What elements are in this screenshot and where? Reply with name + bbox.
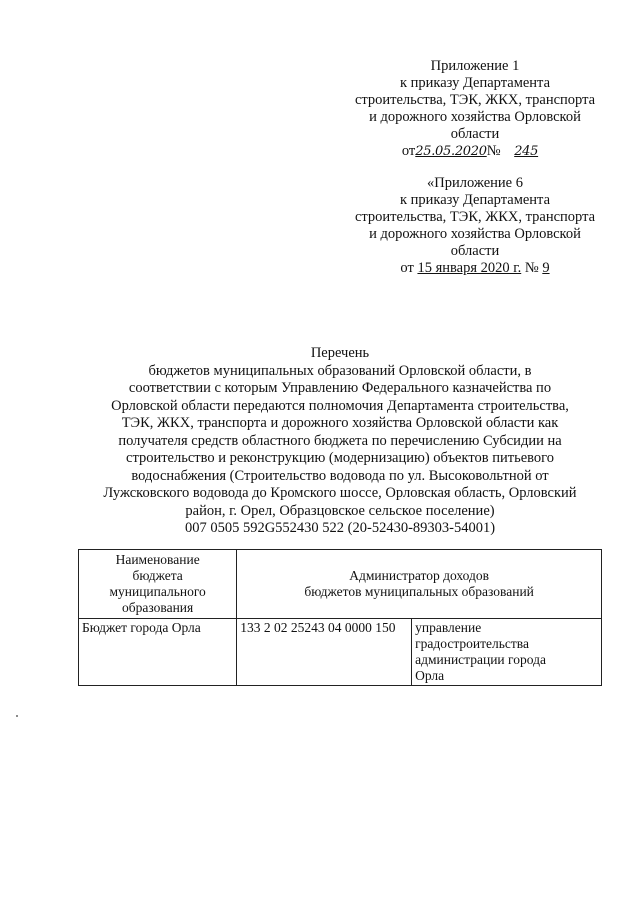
title-line: бюджетов муниципальных образований Орловской области, в: [148, 362, 532, 379]
title-line: Перечень: [310, 345, 370, 361]
header-line: образования: [122, 600, 194, 615]
appendix-6-line: области: [450, 243, 500, 259]
cell-administrator: [412, 619, 602, 686]
table-row: [79, 619, 602, 686]
from-label: от: [401, 143, 416, 159]
admin-line: администрации города: [415, 652, 546, 667]
header-line: Наименование: [115, 552, 200, 567]
title-line: Орловской области передаются полномочия Департамента строительства,: [111, 397, 569, 414]
appendix-6-line: к приказу Департамента: [399, 192, 551, 208]
cell-budget: Бюджет города Орла: [79, 619, 237, 686]
header-administrator: [237, 550, 602, 619]
budget-table: [78, 549, 602, 686]
from-label: от: [400, 260, 414, 276]
document-title: [60, 345, 620, 538]
appendix-6-line: строительства, ТЭК, ЖКХ, транспорта: [354, 209, 596, 225]
appendix-6-title: «Приложение 6: [427, 175, 523, 191]
scan-speck: [16, 715, 18, 717]
title-line: район, г. Орел, Образцовское сельское поселение): [185, 502, 495, 519]
header-line: бюджета: [132, 568, 183, 583]
admin-line: градостроительства: [415, 636, 529, 651]
number-label: №: [524, 260, 539, 276]
title-line: ТЭК, ЖКХ, транспорта и дорожного хозяйства Орловской области как: [121, 415, 559, 431]
appendix-1-line: строительства, ТЭК, ЖКХ, транспорта: [354, 92, 596, 108]
header-line: Администратор доходов: [349, 568, 490, 583]
header-budget-name: [79, 550, 237, 619]
admin-line: Орла: [415, 668, 445, 683]
title-line: водоснабжения (Строительство водовода по ул. Высоковольтной от: [131, 467, 549, 484]
title-line: получателя средств областного бюджета по перечислению Субсидии на: [118, 432, 562, 449]
admin-line: управление: [415, 620, 482, 635]
handwritten-date: 25.05.2020: [415, 144, 487, 159]
appendix-1-line: области: [450, 126, 500, 142]
appendix-1-line: и дорожного хозяйства Орловской: [369, 109, 581, 125]
number: 9: [542, 260, 550, 276]
title-line: соответствии с которым Управлению Федерального казначейства по: [128, 380, 552, 396]
title-line: Лужсковского водовода до Кромского шоссе, Орловская область, Орловский: [103, 485, 577, 501]
handwritten-number: 245: [514, 144, 539, 159]
header-line: бюджетов муниципальных образований: [304, 584, 534, 599]
cell-code: 133 2 02 25243 04 0000 150: [237, 619, 412, 686]
date: 15 января 2020 г.: [417, 260, 522, 276]
title-line: 007 0505 592G552430 522 (20-52430-89303-54001): [184, 520, 496, 536]
appendix-1-date-line: [340, 143, 610, 160]
appendix-1-line: к приказу Департамента: [399, 75, 551, 91]
appendix-6-line: и дорожного хозяйства Орловской: [369, 226, 581, 242]
appendix-1-header: [340, 58, 610, 160]
header-line: муниципального: [109, 584, 206, 599]
number-label: №: [486, 143, 501, 159]
title-line: строительство и реконструкцию (модернизацию) объектов питьевого: [126, 450, 554, 466]
table-header-row: [79, 550, 602, 619]
appendix-6-header: [340, 175, 610, 277]
appendix-1-title: Приложение 1: [430, 58, 520, 74]
appendix-6-date-line: [340, 260, 610, 277]
